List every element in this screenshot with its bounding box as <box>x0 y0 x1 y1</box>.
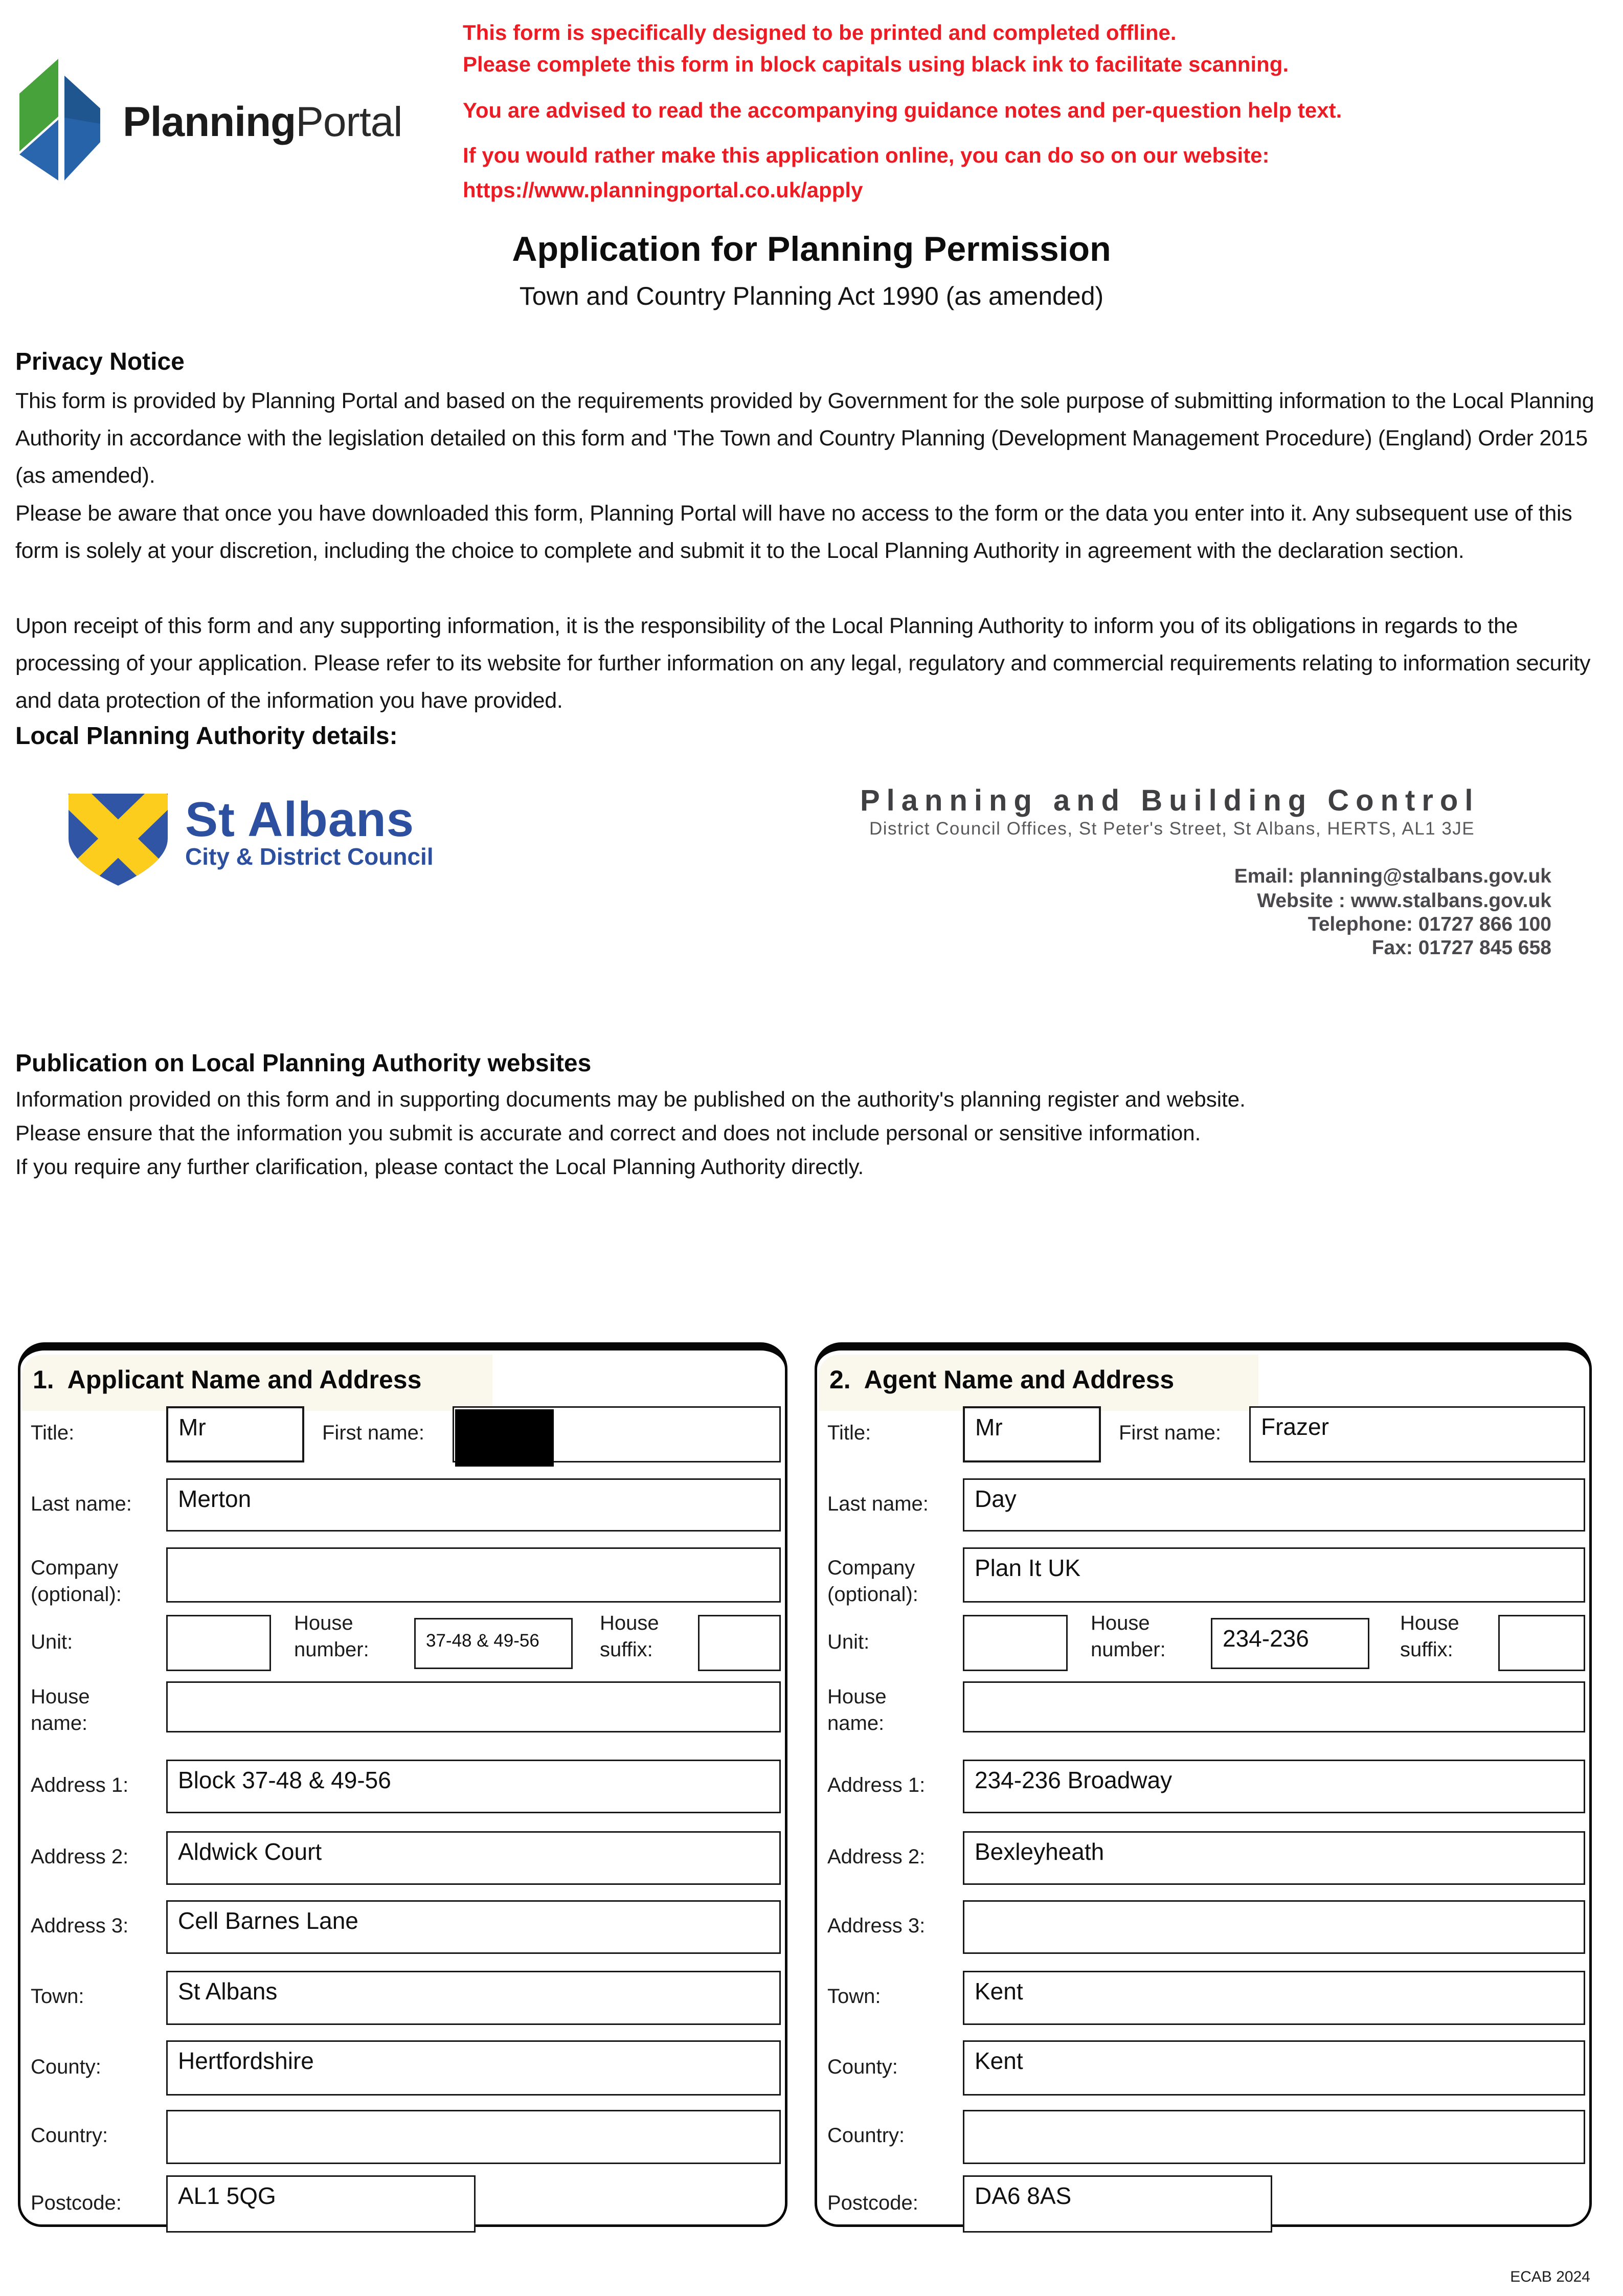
applicant-house-suffix-value <box>700 1616 779 1622</box>
offline-notice-line-2: Please complete this form in block capitals using black ink to facilitate scanning. <box>463 52 1289 76</box>
agent-house-name-label-line2: name: <box>827 1712 885 1735</box>
agent-first-name-label: First name: <box>1119 1422 1222 1444</box>
agent-address1-value: 234-236 Broadway <box>975 1767 1173 1793</box>
dept-fax: Fax: 01727 845 658 <box>1371 937 1551 959</box>
privacy-notice-heading: Privacy Notice <box>15 348 185 375</box>
agent-country-field[interactable] <box>963 2110 1585 2164</box>
apply-url: https://www.planningportal.co.uk/apply <box>463 178 863 202</box>
privacy-paragraph-3: Upon receipt of this form and any supporting information, it is the responsibility of the Local Planning Authority to inform you of its obligations in regards to the processing of your application. Please refer to its website for further information on any legal, regulatory and commercial requirements relating to information security and data protection of the information you have provided. <box>15 614 1591 713</box>
applicant-company-label-line2: (optional): <box>31 1583 122 1606</box>
agent-section <box>815 1342 1592 2227</box>
agent-house-suffix-field[interactable] <box>1498 1615 1585 1671</box>
applicant-company-label-line1: Company <box>31 1557 119 1579</box>
wordmark-light: Portal <box>296 99 402 145</box>
agent-county-field[interactable] <box>963 2040 1585 2096</box>
applicant-address3-field[interactable] <box>166 1900 781 1954</box>
agent-title-label: Title: <box>827 1422 871 1444</box>
agent-house-suffix-label-line2: suffix: <box>1400 1638 1453 1661</box>
agent-address3-field[interactable] <box>963 1900 1585 1954</box>
dept-address: District Council Offices, St Peter's Street, St Albans, HERTS, AL1 3JE <box>869 819 1475 839</box>
applicant-section-heading: 1. Applicant Name and Address <box>33 1365 422 1394</box>
applicant-postcode-value: AL1 5QG <box>178 2182 276 2209</box>
applicant-unit-field[interactable] <box>166 1615 271 1671</box>
applicant-address1-label: Address 1: <box>31 1774 129 1796</box>
applicant-company-field[interactable] <box>166 1547 781 1603</box>
agent-company-field[interactable] <box>963 1547 1585 1603</box>
applicant-house-name-label-line2: name: <box>31 1712 88 1735</box>
agent-postcode-value: DA6 8AS <box>975 2182 1072 2209</box>
applicant-address2-value: Aldwick Court <box>178 1838 322 1865</box>
privacy-paragraph-2: Please be aware that once you have downloaded this form, Planning Portal will have no access to the form or the data you enter into it. Any subsequent use of this form is solely at your discretion, including the choice to complete and submit it to the Local Planning Authority in agreement with the declaration section. <box>15 501 1572 563</box>
agent-house-number-label-line1: House <box>1091 1612 1150 1634</box>
agent-address2-value: Bexleyheath <box>975 1838 1104 1865</box>
publication-line-1: Information provided on this form and in supporting documents may be published on the authority's planning register and website. <box>15 1087 1246 1111</box>
applicant-address1-field[interactable] <box>166 1760 781 1813</box>
lpa-details-heading: Local Planning Authority details: <box>15 723 398 750</box>
redaction-overlay <box>455 1409 554 1467</box>
agent-address2-field[interactable] <box>963 1831 1585 1885</box>
applicant-title-label: Title: <box>31 1422 75 1444</box>
dept-title: Planning and Building Control <box>860 784 1480 817</box>
agent-title-value: Mr <box>975 1414 1003 1440</box>
agent-address3-label: Address 3: <box>827 1915 926 1937</box>
agent-address2-label: Address 2: <box>827 1845 926 1868</box>
applicant-title-value: Mr <box>178 1414 206 1440</box>
agent-house-suffix-value <box>1500 1616 1584 1622</box>
agent-house-name-value <box>964 1683 1584 1688</box>
agent-house-suffix-label-line1: House <box>1400 1612 1459 1634</box>
applicant-country-field[interactable] <box>166 2110 781 2164</box>
agent-company-label-line2: (optional): <box>827 1583 918 1606</box>
applicant-postcode-label: Postcode: <box>31 2192 122 2214</box>
online-notice-line: If you would rather make this application online, you can do so on our website: <box>463 143 1270 167</box>
agent-town-label: Town: <box>827 1985 881 2008</box>
applicant-last-name-label: Last name: <box>31 1493 132 1515</box>
offline-notice-line-1: This form is specifically designed to be printed and completed offline. <box>463 20 1177 44</box>
applicant-title-field[interactable] <box>166 1406 304 1462</box>
applicant-county-label: County: <box>31 2056 101 2078</box>
agent-first-name-value: Frazer <box>1261 1413 1329 1440</box>
applicant-address3-value: Cell Barnes Lane <box>178 1907 358 1934</box>
applicant-unit-label: Unit: <box>31 1631 73 1653</box>
agent-county-value: Kent <box>975 2047 1023 2074</box>
applicant-country-label: Country: <box>31 2124 108 2147</box>
publication-heading: Publication on Local Planning Authority websites <box>15 1050 592 1077</box>
applicant-house-number-field[interactable] <box>414 1618 573 1669</box>
applicant-town-field[interactable] <box>166 1971 781 2025</box>
agent-address1-field[interactable] <box>963 1760 1585 1813</box>
applicant-unit-value <box>168 1616 269 1622</box>
agent-unit-label: Unit: <box>827 1631 870 1653</box>
agent-town-field[interactable] <box>963 1971 1585 2025</box>
agent-house-number-value: 234-236 <box>1223 1625 1309 1652</box>
applicant-house-name-label-line1: House <box>31 1685 90 1708</box>
agent-country-label: Country: <box>827 2124 905 2147</box>
applicant-county-value: Hertfordshire <box>178 2047 314 2074</box>
page-title: Application for Planning Permission <box>512 230 1111 268</box>
planning-portal-logo-icon <box>14 56 102 182</box>
applicant-address2-field[interactable] <box>166 1831 781 1885</box>
applicant-address1-value: Block 37-48 & 49-56 <box>178 1767 391 1793</box>
footer-code: ECAB 2024 <box>1510 2268 1590 2285</box>
dept-website: Website : www.stalbans.gov.uk <box>1257 890 1551 912</box>
dept-telephone: Telephone: 01727 866 100 <box>1308 913 1551 935</box>
agent-country-value <box>964 2111 1584 2117</box>
applicant-country-value <box>168 2111 779 2117</box>
applicant-section <box>18 1342 787 2227</box>
agent-unit-field[interactable] <box>963 1615 1068 1671</box>
publication-line-2: Please ensure that the information you submit is accurate and correct and does not include personal or sensitive information. <box>15 1121 1201 1145</box>
agent-company-label-line1: Company <box>827 1557 915 1579</box>
council-subtitle: City & District Council <box>185 843 434 870</box>
applicant-house-number-label-line2: number: <box>294 1638 369 1661</box>
agent-house-number-field[interactable] <box>1211 1618 1369 1669</box>
applicant-county-field[interactable] <box>166 2040 781 2096</box>
applicant-first-name-label: First name: <box>322 1422 425 1444</box>
applicant-company-value <box>168 1549 779 1554</box>
applicant-town-label: Town: <box>31 1985 84 2008</box>
agent-county-label: County: <box>827 2056 898 2078</box>
st-albans-shield-icon <box>63 792 173 888</box>
applicant-house-name-value <box>168 1683 779 1688</box>
agent-company-value: Plan It UK <box>975 1555 1081 1581</box>
applicant-address3-label: Address 3: <box>31 1915 129 1937</box>
applicant-house-name-field[interactable] <box>166 1681 781 1732</box>
applicant-house-number-value: 37-48 & 49-56 <box>426 1631 539 1651</box>
agent-section-heading: 2. Agent Name and Address <box>829 1365 1175 1394</box>
wordmark-bold: Planning <box>123 99 296 145</box>
applicant-address2-label: Address 2: <box>31 1845 129 1868</box>
agent-house-number-label-line2: number: <box>1091 1638 1166 1661</box>
privacy-paragraph-1: This form is provided by Planning Portal and based on the requirements provided by Government for the sole purpose of submitting information to the Local Planning Authority in accordance with the legislation detailed on this form and 'The Town and Country Planning (Development Management Procedure) (England) Order 2015 (as amended). <box>15 389 1594 488</box>
agent-postcode-label: Postcode: <box>827 2192 918 2214</box>
agent-house-name-field[interactable] <box>963 1681 1585 1732</box>
agent-last-name-value: Day <box>975 1485 1017 1512</box>
applicant-postcode-field[interactable] <box>166 2175 476 2233</box>
agent-title-field[interactable] <box>963 1406 1101 1462</box>
agent-house-name-label-line1: House <box>827 1685 887 1708</box>
agent-last-name-label: Last name: <box>827 1493 929 1515</box>
page-subtitle: Town and Country Planning Act 1990 (as amended) <box>519 282 1104 310</box>
agent-address3-value <box>964 1902 1584 1907</box>
agent-last-name-field[interactable] <box>963 1478 1585 1532</box>
applicant-town-value: St Albans <box>178 1978 278 2005</box>
agent-postcode-field[interactable] <box>963 2175 1272 2233</box>
agent-address1-label: Address 1: <box>827 1774 926 1796</box>
applicant-house-suffix-field[interactable] <box>698 1615 781 1671</box>
agent-unit-value <box>964 1616 1066 1622</box>
council-name: St Albans <box>185 792 415 847</box>
dept-email: Email: planning@stalbans.gov.uk <box>1234 865 1551 887</box>
guidance-notice-line: You are advised to read the accompanying guidance notes and per-question help text. <box>463 98 1342 122</box>
planning-portal-wordmark <box>123 98 402 146</box>
agent-first-name-field[interactable] <box>1249 1406 1585 1462</box>
agent-town-value: Kent <box>975 1978 1023 2005</box>
applicant-house-suffix-label-line1: House <box>600 1612 659 1634</box>
publication-line-3: If you require any further clarification, please contact the Local Planning Authority directly. <box>15 1155 864 1179</box>
applicant-house-suffix-label-line2: suffix: <box>600 1638 653 1661</box>
applicant-last-name-value: Merton <box>178 1485 252 1512</box>
applicant-last-name-field[interactable] <box>166 1478 781 1532</box>
applicant-house-number-label-line1: House <box>294 1612 353 1634</box>
